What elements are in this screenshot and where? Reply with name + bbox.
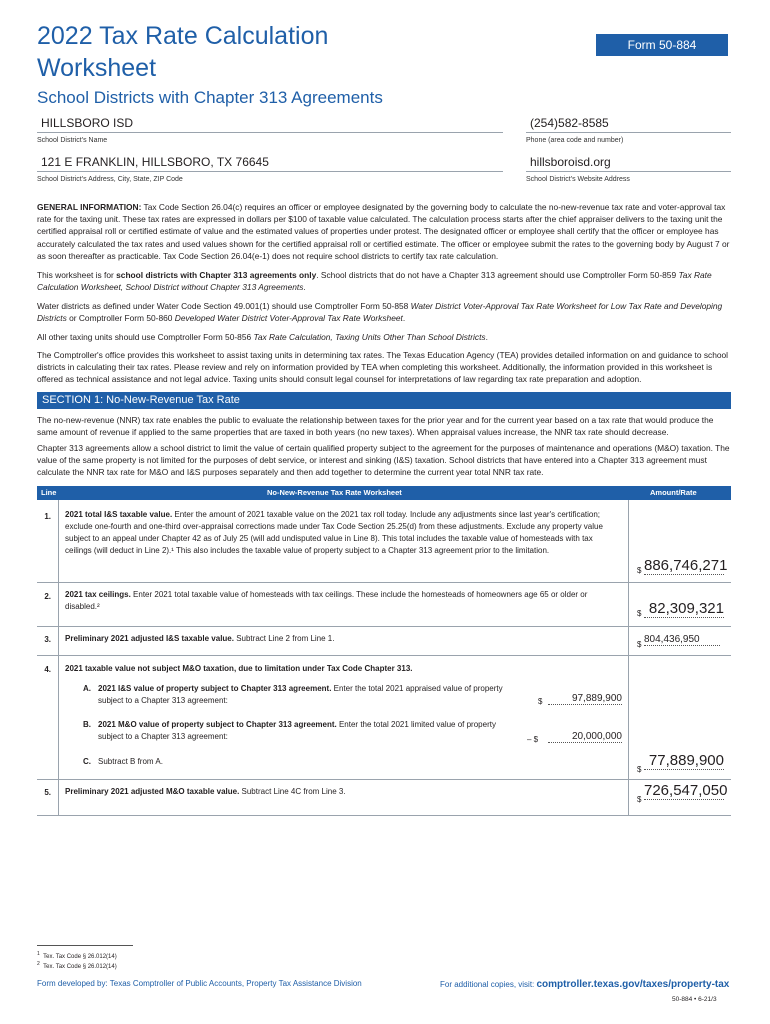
row-4a-amount[interactable]: 97,889,900 [548, 693, 622, 705]
row-4b-label: 2021 M&O value of property subject to Chapter 313 agreement. [98, 720, 337, 729]
row-divider [37, 626, 731, 627]
row-2-text: Enter 2021 total taxable value of homesteads with tax ceilings. These include the homesteads of homeowners age 65 or older or disabled.² [65, 590, 588, 611]
page-title: 2022 Tax Rate Calculation Worksheet [37, 22, 329, 82]
row-3-number: 3. [44, 635, 51, 644]
footnote-2 [37, 961, 117, 970]
other-units-paragraph [37, 331, 731, 343]
worksheet-scope-paragraph [37, 269, 731, 293]
phone-field[interactable]: (254)582-8585 [526, 116, 731, 133]
footer-developer-note: Form developed by: Texas Comptroller of Public Accounts, Property Tax Assistance Division [37, 979, 362, 988]
row-4a-description [98, 683, 510, 707]
website-label: School District's Website Address [526, 176, 630, 183]
footnote-rule [37, 945, 133, 946]
row-4a-label: 2021 I&S value of property subject to Chapter 313 agreement. [98, 684, 332, 693]
website-field[interactable]: hillsboroisd.org [526, 155, 731, 172]
section-1-paragraph-2: Chapter 313 agreements allow a school district to limit the value of certain qualified property subject to the agreement for the purposes of maintenance and operations (M&O) taxation. The value of the same property is not limited for the purposes of debt service, or interest and sinking (I&S) taxation. School districts that have entered into a Chapter 313 agreement must calculate the NNR tax rate for M&O and I&S purposes separately and then add together to determine the current year total NNR tax rate. [37, 443, 730, 478]
row-5-dollar: $ [637, 795, 642, 804]
row-2-dollar: $ [637, 609, 642, 618]
row-4-description [65, 663, 610, 675]
row-4c-letter: C. [83, 757, 91, 766]
col-worksheet-header: No-New-Revenue Tax Rate Worksheet [267, 488, 402, 497]
row-2-number: 2. [44, 592, 51, 601]
row-5-label: Preliminary 2021 adjusted M&O taxable value. [65, 787, 240, 796]
row-4b-description [98, 719, 510, 743]
scope-text-b: school districts with Chapter 313 agreements only [116, 270, 317, 280]
col-divider-amount [628, 500, 629, 816]
address-label: School District's Address, City, State, ZIP Code [37, 176, 183, 183]
row-2-description [65, 589, 610, 613]
row-5-number: 5. [44, 788, 51, 797]
water-text-e: . [402, 313, 406, 324]
row-1-amount[interactable]: 886,746,271 [644, 557, 728, 574]
row-2-amount[interactable]: 82,309,321 [644, 600, 724, 618]
row-divider [37, 655, 731, 656]
col-divider-line [58, 500, 59, 816]
scope-text-c: . School districts that do not have a Chapter 313 agreement should use Comptroller Form 50-859 [316, 270, 679, 280]
row-4a-text: Enter the total 2021 appraised value of property subject to a Chapter 313 agreement: [98, 684, 503, 705]
footnote-2-mark: 2 [37, 961, 40, 967]
other-text-b: Tax Rate Calculation, Taxing Units Other Than School Districts [253, 332, 486, 342]
row-4b-letter: B. [83, 720, 91, 729]
general-information-text: Tax Code Section 26.04(c) requires an officer or employee designated by the governing body to calculate the no-new-revenue tax rate and voter-approval tax rate for the taxing unit. These tax rates are expressed in dollars per $100 of taxable value calculated. The calculation process starts after the chief appraiser delivers to the taxing unit the certified appraisal roll or certified estimate of value and the estimated values of properties under protest. The designated officer or employee shall certify that the officer or employee has accurately calculated the tax rates and used values shown for the certified appraisal roll or certified estimate. The officer or employee submit the rates to the governing body by August 7 or as soon thereafter as practicable. Tax Code Section 26.04(e-1) does not require school districts to certify tax rate calculation. [37, 202, 730, 261]
row-5-amount[interactable]: 726,547,050 [644, 782, 728, 799]
row-3-dollar: $ [637, 640, 642, 649]
footnote-1-mark: 1 [37, 951, 40, 957]
row-3-description [65, 633, 610, 645]
row-1-description [65, 509, 610, 557]
general-information-label: GENERAL INFORMATION: [37, 202, 142, 212]
col-amount-header: Amount/Rate [650, 488, 697, 497]
section-1-paragraph-1: The no-new-revenue (NNR) tax rate enables the public to evaluate the relationship between taxes for the prior year and for the current year based on a tax rate that would produce the same amount of revenue if applied to the same properties that are taxed in both years (no new taxes). When appraisal values increase, the NNR tax rate should decrease. [37, 415, 714, 438]
comptroller-paragraph: The Comptroller's office provides this worksheet to assist taxing units in determining tax rates. The Texas Education Agency (TEA) provides detailed information on and guidance to school districts in calculating their tax rates. Please review and rely on information provided by TEA when completing this worksheet. Additionally, the information provided in this worksheet is offered as technical assistance and not legal advice. Taxing units should consult legal counsel for interpretations of law regarding tax rate preparation and adoption. [37, 350, 729, 385]
row-5-text: Subtract Line 4C from Line 3. [239, 787, 346, 796]
address-field[interactable]: 121 E FRANKLIN, HILLSBORO, TX 76645 [37, 155, 503, 172]
row-4b-text: Enter the total 2021 limited value of property subject to a Chapter 313 agreement: [98, 720, 496, 741]
scope-text-e: . [303, 282, 306, 293]
row-4-number: 4. [44, 665, 51, 674]
row-1-text: Enter the amount of 2021 taxable value on the 2021 tax roll today. Include any adjustments since last year's certification; exclude one-fourth and one-third over-appraisal corrections made under Tax Code Section 25.25(d) from these adjustments. Exclude any property value subject to an appeal under Chapter 42 as of July 25 (will add undisputed value in Line 8). This total includes the taxable value of homesteads with tax ceilings (will deduct in Line 2).¹ This also includes the taxable value of property subject to a Chapter 313 agreement prior to the limitation. [65, 510, 603, 555]
district-name-field[interactable]: HILLSBORO ISD [37, 116, 503, 133]
section-1-header [37, 392, 731, 409]
water-text-a: Water districts as defined under Water Code Section 49.001(1) should use Comptroller Form 50-858 [37, 301, 411, 311]
footer-copies-prefix: For additional copies, visit: [440, 980, 537, 989]
footnote-1 [37, 951, 117, 960]
row-divider [37, 582, 731, 583]
row-3-text: Subtract Line 2 from Line 1. [233, 634, 335, 643]
row-1-dollar: $ [637, 566, 642, 575]
col-line-header: Line [41, 488, 57, 497]
row-4a-letter: A. [83, 684, 91, 693]
page-subtitle: School Districts with Chapter 313 Agreements [37, 88, 383, 107]
row-1-number: 1. [44, 512, 51, 521]
phone-label: Phone (area code and number) [526, 137, 624, 144]
water-text-d: Developed Water District Voter-Approval Tax Rate Worksheet [174, 313, 403, 324]
row-4-amount[interactable]: 77,889,900 [644, 752, 724, 770]
general-information-paragraph [37, 201, 731, 262]
row-3-amount[interactable]: 804,436,950 [644, 634, 720, 646]
water-text-c: or Comptroller Form 50-860 [66, 313, 175, 324]
other-text-a: All other taxing units should use Comptroller Form 50-856 [37, 332, 254, 342]
footnote-2-text: Tex. Tax Code § 26.012(14) [43, 964, 117, 970]
footer-form-code: 50-884 • 6-21/3 [672, 996, 717, 1003]
row-divider [37, 779, 731, 780]
form-number-badge: Form 50-884 [596, 34, 728, 56]
row-divider [37, 815, 731, 816]
row-5-description [65, 786, 610, 798]
footnote-1-text: Tex. Tax Code § 26.012(14) [43, 954, 117, 960]
scope-text-a: This worksheet is for [37, 270, 117, 280]
row-4b-amount[interactable]: 20,000,000 [548, 731, 622, 743]
row-4a-dollar: $ [538, 697, 543, 706]
footer-copies-note [440, 979, 729, 990]
scope-text-d: Tax Rate Calculation Worksheet, School District without Chapter 313 Agreements [37, 270, 712, 293]
row-4b-dollar: – $ [527, 735, 539, 744]
water-districts-paragraph [37, 300, 731, 324]
water-text-b: Water District Voter-Approval Tax Rate Worksheet for Low Tax Rate and Developing Districts [37, 301, 723, 324]
row-1-label: 2021 total I&S taxable value. [65, 510, 173, 519]
section-1-title: SECTION 1: No-New-Revenue Tax Rate [42, 394, 240, 406]
row-4c-description: Subtract B from A. [98, 757, 163, 766]
row-4-dollar: $ [637, 765, 642, 774]
row-2-label: 2021 tax ceilings. [65, 590, 131, 599]
district-name-label: School District's Name [37, 137, 108, 144]
worksheet-table-header [37, 486, 731, 500]
row-3-label: Preliminary 2021 adjusted I&S taxable value. [65, 634, 234, 643]
other-text-c: . [485, 332, 488, 342]
footer-website-link[interactable]: comptroller.texas.gov/taxes/property-tax [536, 979, 730, 990]
row-4-label: 2021 taxable value not subject M&O taxation, due to limitation under Tax Code Chapter 313. [65, 664, 413, 673]
